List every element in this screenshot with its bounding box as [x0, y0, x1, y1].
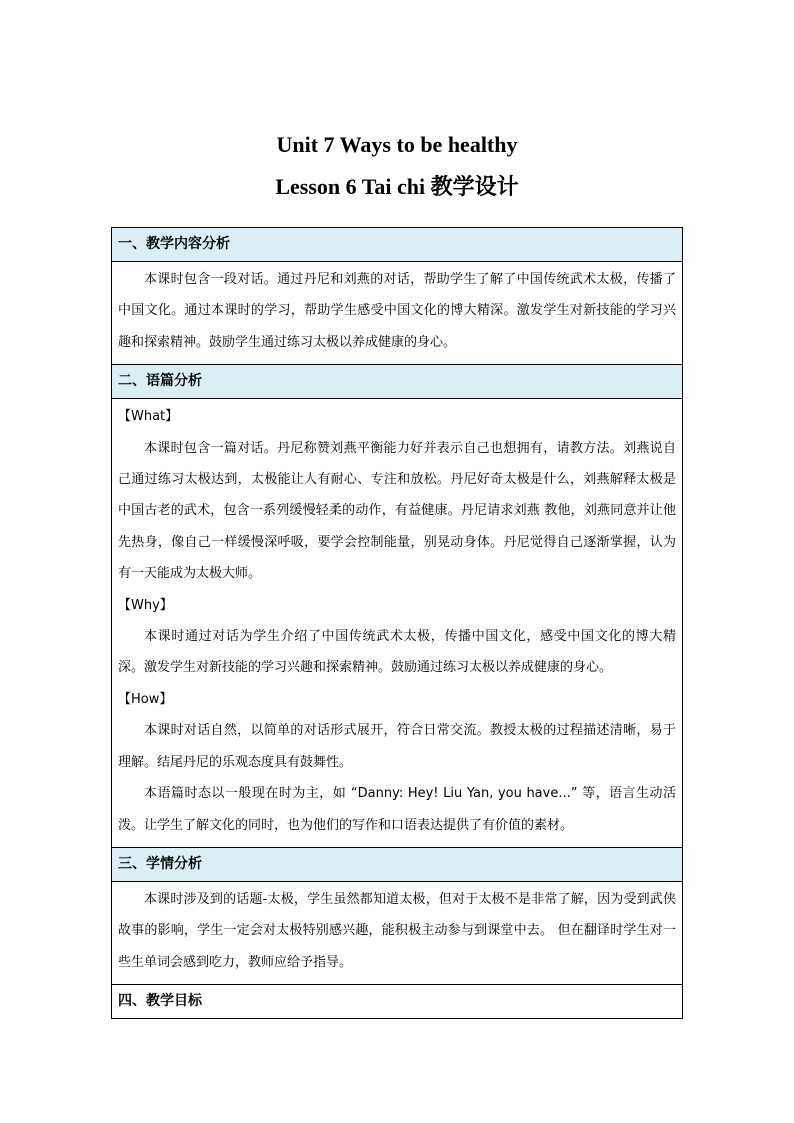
learner-paragraph: 本课时涉及到的话题-太极，学生虽然都知道太极，但对于太极不是非常了解，因为受到武侠故事的影响，学生一定会对太极特别感兴趣，能积极主动参与到课堂中去。 但在翻译时学生对一些生单词会感到吃力，教师应给予指导。 — [118, 891, 676, 970]
section-body-learner-analysis — [112, 881, 683, 984]
section-heading-learner-analysis: 三、学情分析 — [112, 847, 683, 881]
section-heading-content-analysis: 一、教学内容分析 — [112, 228, 683, 262]
section-body-content-analysis — [112, 262, 683, 365]
how-paragraph-1: 本课时对话自然，以简单的对话形式展开，符合日常交流。教授太极的过程描述清晰，易于理解。结尾丹尼的乐观态度具有鼓舞性。 — [118, 723, 676, 770]
what-paragraph: 本课时包含一篇对话。丹尼称赞刘燕平衡能力好并表示自己也想拥有，请教方法。刘燕说自己通过练习太极达到，太极能让人有耐心、专注和放松。丹尼好奇太极是什么，刘燕解释太极是中国古老的武术，包含一系列缓慢轻柔的动作，有益健康。丹尼请求刘燕 教他，刘燕同意并让他先热身，像自己一样缓慢深呼吸，要学会控制能量，别晃动身体。丹尼觉得自己逐渐掌握，认为有一天能成为太极大师。 — [118, 440, 676, 582]
section-body-text-analysis — [112, 399, 683, 848]
lesson-plan-table — [111, 227, 683, 1019]
paragraph: 本课时包含一段对话。通过丹尼和刘燕的对话，帮助学生了解了中国传统武术太极，传播了中国文化。通过本课时的学习，帮助学生感受中国文化的博大精深。激发学生对新技能的学习兴趣和探索精神。鼓励学生通过练习太极以养成健康的身心。 — [118, 272, 676, 350]
section-heading-teaching-goals: 四、教学目标 — [112, 985, 683, 1019]
how-paragraph-2: 本语篇时态以一般现在时为主，如 “Danny: Hey! Liu Yan, you have...” 等，语言生动活泼。让学生了解文化的同时，也为他们的写作和口语表达提供了有价值的素材。 — [118, 786, 676, 833]
section-heading-text-analysis: 二、语篇分析 — [112, 365, 683, 399]
how-label: 【How】 — [118, 691, 173, 707]
why-paragraph: 本课时通过对话为学生介绍了中国传统武术太极，传播中国文化，感受中国文化的博大精深。激发学生对新技能的学习兴趣和探索精神。鼓励通过练习太极以养成健康的身心。 — [118, 629, 676, 676]
document-subtitle: Lesson 6 Tai chi 教学设计 — [275, 174, 519, 199]
document-title: Unit 7 Ways to be healthy — [276, 132, 518, 157]
why-label: 【Why】 — [118, 597, 173, 613]
what-label: 【What】 — [118, 409, 179, 425]
